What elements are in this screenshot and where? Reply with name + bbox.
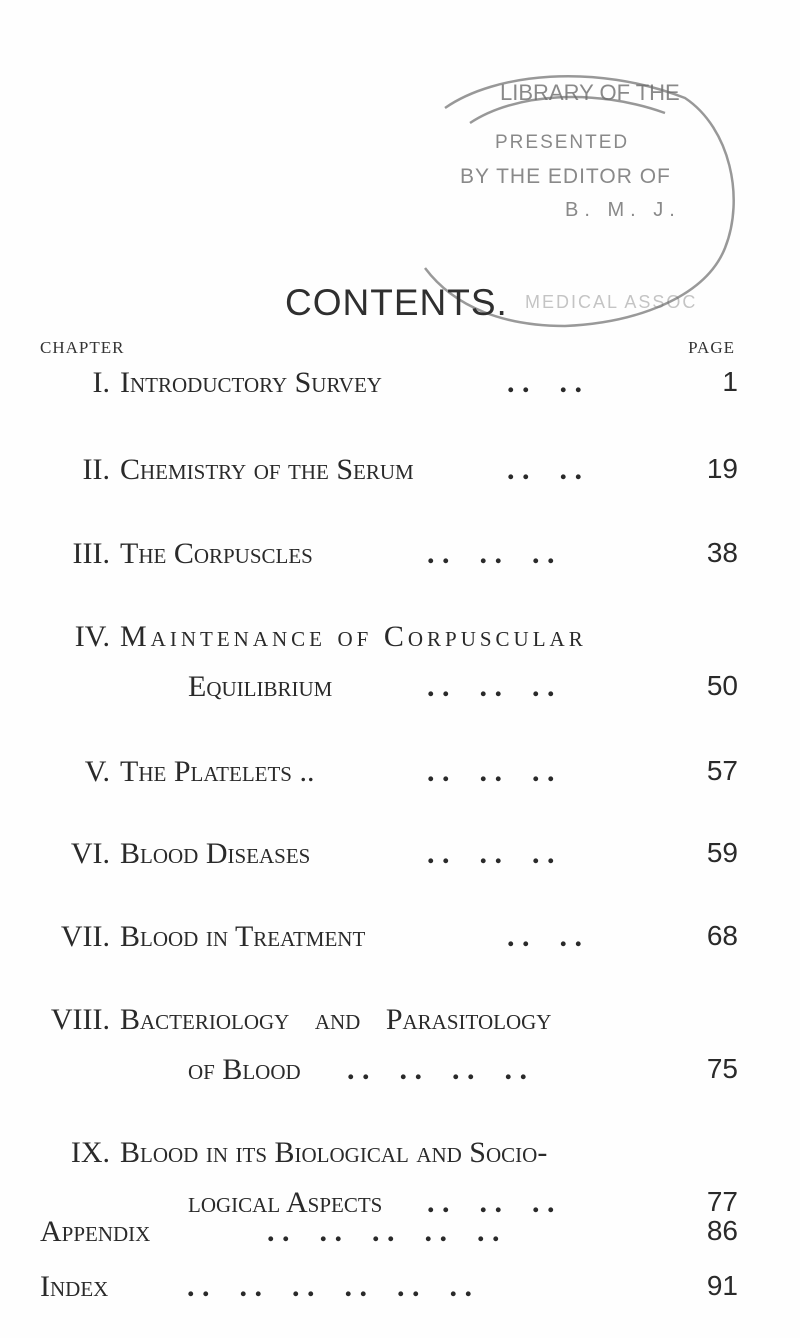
chapter-number: VII. [60, 920, 110, 953]
page-number: 1 [722, 366, 738, 397]
stamp-line-5: MEDICAL ASSOC [525, 292, 698, 312]
chapter-number: IV. [74, 620, 110, 653]
page-number: 77 [706, 1186, 738, 1217]
page-number: 68 [706, 920, 738, 951]
chapter-title-line-2: logical Aspects [188, 1186, 383, 1219]
chapter-title: Bacteriology and Parasitology [120, 1003, 552, 1036]
chapter-number: VI. [70, 837, 110, 870]
stamp-line-2: PRESENTED [495, 132, 630, 153]
chapter-number: I. [92, 366, 110, 399]
chapter-title: Maintenance of Corpuscular [120, 620, 587, 653]
page-number: 19 [706, 453, 738, 484]
chapter-title-line-2: of Blood [188, 1053, 301, 1086]
page-title: CONTENTS. [285, 282, 508, 323]
page-number: 91 [706, 1270, 738, 1301]
page-number: 86 [706, 1215, 738, 1246]
page-header: PAGE [688, 338, 735, 357]
page-number: 38 [706, 537, 738, 568]
page-number: 59 [706, 837, 738, 868]
chapter-number: II. [82, 453, 110, 486]
stamp-line-4: B. M. J. [565, 199, 681, 221]
page-number: 75 [706, 1053, 738, 1084]
chapter-title: Blood Diseases [120, 837, 311, 870]
chapter-title: Chemistry of the Serum [120, 453, 414, 486]
chapter-number: III. [72, 537, 110, 570]
stamp-line-1: LIBRARY OF THE [500, 80, 680, 105]
page-number: 57 [706, 755, 738, 786]
section-title: Appendix [40, 1215, 151, 1248]
chapter-title: Blood in Treatment [120, 920, 366, 953]
chapter-number: V. [84, 755, 110, 788]
chapter-number: IX. [70, 1136, 110, 1169]
section-title: Index [40, 1270, 109, 1303]
chapter-title-line-2: Equilibrium [188, 670, 333, 703]
chapter-title: The Platelets .. [120, 755, 315, 788]
chapter-title: The Corpuscles [120, 537, 313, 570]
page-number: 50 [706, 670, 738, 701]
chapter-number: VIII. [50, 1003, 110, 1036]
chapter-header: CHAPTER [40, 338, 125, 357]
chapter-title: Introductory Survey [120, 366, 382, 399]
chapter-title: Blood in its Biological and Socio- [120, 1136, 548, 1169]
stamp-line-3: BY THE EDITOR OF [460, 165, 671, 188]
